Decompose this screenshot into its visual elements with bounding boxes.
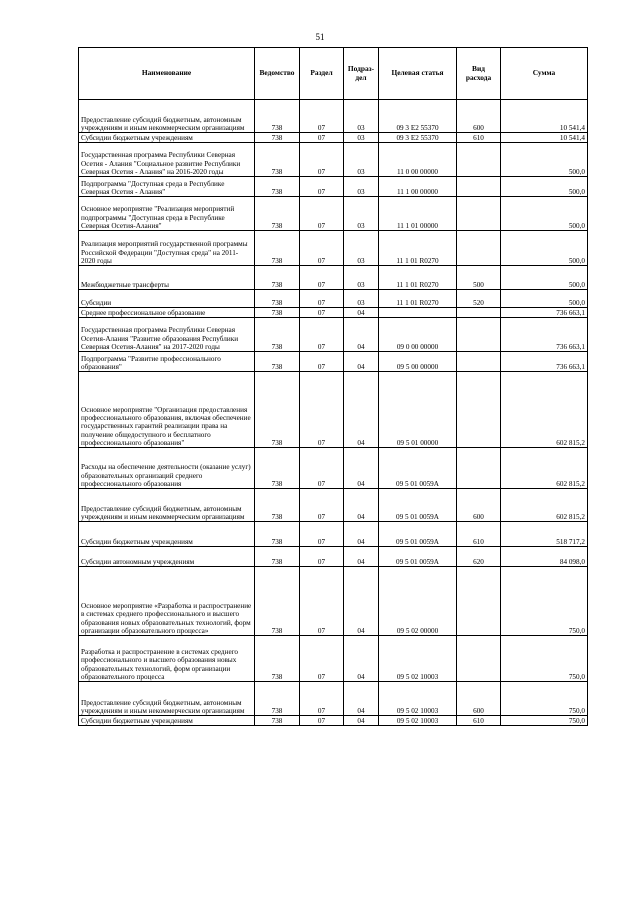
cell-section: 07 bbox=[300, 290, 344, 308]
cell-section: 07 bbox=[300, 266, 344, 290]
table-row bbox=[79, 522, 588, 547]
cell-amount: 602 815,2 bbox=[501, 489, 588, 522]
header-section: Раздел bbox=[300, 48, 344, 100]
table-row bbox=[79, 308, 588, 318]
cell-dept: 738 bbox=[255, 372, 300, 448]
cell-expense-type bbox=[457, 636, 501, 682]
cell-subsection: 03 bbox=[344, 177, 379, 197]
cell-name: Основное мероприятие "Организация предоставления профессионального образования, включая обеспечение государственных гарантий реализации права на получение общедоступного и бесплатного профессионального образования" bbox=[79, 372, 255, 448]
cell-dept: 738 bbox=[255, 448, 300, 489]
cell-target: 09 5 01 0059A bbox=[379, 522, 457, 547]
cell-expense-type: 610 bbox=[457, 522, 501, 547]
cell-target: 11 0 00 00000 bbox=[379, 143, 457, 177]
cell-target: 09 5 00 00000 bbox=[379, 352, 457, 372]
table-row bbox=[79, 682, 588, 716]
header-subsection: Подраз-дел bbox=[344, 48, 379, 100]
cell-amount: 84 098,0 bbox=[501, 547, 588, 567]
cell-subsection: 04 bbox=[344, 448, 379, 489]
cell-name: Среднее профессиональное образование bbox=[79, 308, 255, 318]
cell-section: 07 bbox=[300, 133, 344, 143]
cell-target: 09 5 01 0059A bbox=[379, 489, 457, 522]
cell-amount: 500,0 bbox=[501, 143, 588, 177]
budget-table bbox=[78, 47, 588, 726]
table-row bbox=[79, 547, 588, 567]
cell-expense-type bbox=[457, 372, 501, 448]
header-amount: Сумма bbox=[501, 48, 588, 100]
cell-amount: 500,0 bbox=[501, 231, 588, 266]
cell-name: Межбюджетные трансферты bbox=[79, 266, 255, 290]
cell-section: 07 bbox=[300, 143, 344, 177]
cell-target: 11 1 01 00000 bbox=[379, 197, 457, 231]
cell-section: 07 bbox=[300, 489, 344, 522]
cell-target: 09 5 02 10003 bbox=[379, 716, 457, 726]
cell-dept: 738 bbox=[255, 682, 300, 716]
cell-subsection: 04 bbox=[344, 682, 379, 716]
cell-name: Разработка и распространение в системах среднего профессионального и высшего образования новых образовательных технологий, форм организации образовательного процесса bbox=[79, 636, 255, 682]
table-row bbox=[79, 372, 588, 448]
cell-section: 07 bbox=[300, 308, 344, 318]
cell-amount: 10 541,4 bbox=[501, 133, 588, 143]
table-row bbox=[79, 318, 588, 352]
cell-dept: 738 bbox=[255, 133, 300, 143]
cell-subsection: 04 bbox=[344, 372, 379, 448]
cell-name: Субсидии бюджетным учреждениям bbox=[79, 522, 255, 547]
table-row bbox=[79, 636, 588, 682]
cell-dept: 738 bbox=[255, 143, 300, 177]
table-row bbox=[79, 133, 588, 143]
cell-expense-type bbox=[457, 231, 501, 266]
cell-dept: 738 bbox=[255, 567, 300, 636]
cell-amount: 736 663,1 bbox=[501, 308, 588, 318]
cell-subsection: 03 bbox=[344, 100, 379, 133]
cell-target bbox=[379, 308, 457, 318]
cell-dept: 738 bbox=[255, 266, 300, 290]
cell-section: 07 bbox=[300, 352, 344, 372]
cell-dept: 738 bbox=[255, 318, 300, 352]
table-row bbox=[79, 448, 588, 489]
cell-amount: 500,0 bbox=[501, 197, 588, 231]
cell-amount: 750,0 bbox=[501, 682, 588, 716]
cell-amount: 736 663,1 bbox=[501, 352, 588, 372]
cell-section: 07 bbox=[300, 567, 344, 636]
page-number: 51 bbox=[315, 32, 325, 42]
table-row bbox=[79, 567, 588, 636]
cell-name: Расходы на обеспечение деятельности (оказание услуг) образовательных организаций среднего профессионального образования bbox=[79, 448, 255, 489]
table-row bbox=[79, 489, 588, 522]
cell-subsection: 04 bbox=[344, 308, 379, 318]
table-row bbox=[79, 231, 588, 266]
cell-amount: 602 815,2 bbox=[501, 448, 588, 489]
cell-name: Реализация мероприятий государственной программы Российской Федерации "Доступная среда" на 2011-2020 годы bbox=[79, 231, 255, 266]
cell-name: Основное мероприятие "Реализация мероприятий подпрограммы "Доступная среда в Республике Северная Осетия-Алания" bbox=[79, 197, 255, 231]
cell-subsection: 04 bbox=[344, 567, 379, 636]
cell-subsection: 03 bbox=[344, 290, 379, 308]
cell-amount: 750,0 bbox=[501, 716, 588, 726]
cell-amount: 736 663,1 bbox=[501, 318, 588, 352]
cell-target: 09 5 02 10003 bbox=[379, 636, 457, 682]
cell-name: Государственная программа Республики Северная Осетия-Алания "Развитие образования Республики Северная Осетия-Алания" на 2017-2020 годы bbox=[79, 318, 255, 352]
cell-subsection: 04 bbox=[344, 318, 379, 352]
cell-expense-type: 600 bbox=[457, 489, 501, 522]
cell-dept: 738 bbox=[255, 290, 300, 308]
cell-amount: 750,0 bbox=[501, 636, 588, 682]
cell-expense-type: 610 bbox=[457, 716, 501, 726]
cell-section: 07 bbox=[300, 372, 344, 448]
cell-subsection: 04 bbox=[344, 547, 379, 567]
cell-dept: 738 bbox=[255, 636, 300, 682]
cell-target: 09 5 01 00000 bbox=[379, 372, 457, 448]
cell-dept: 738 bbox=[255, 547, 300, 567]
cell-name: Предоставление субсидий бюджетным, автономным учреждениям и иным некоммерческим организациям bbox=[79, 682, 255, 716]
cell-subsection: 03 bbox=[344, 266, 379, 290]
cell-section: 07 bbox=[300, 100, 344, 133]
cell-name: Подпрограмма "Доступная среда в Республике Северная Осетия - Алания" bbox=[79, 177, 255, 197]
cell-section: 07 bbox=[300, 231, 344, 266]
table-header-row bbox=[79, 48, 588, 100]
header-target: Целевая статья bbox=[379, 48, 457, 100]
cell-expense-type bbox=[457, 448, 501, 489]
table-row bbox=[79, 266, 588, 290]
cell-name: Субсидии bbox=[79, 290, 255, 308]
cell-expense-type bbox=[457, 177, 501, 197]
cell-expense-type: 610 bbox=[457, 133, 501, 143]
cell-section: 07 bbox=[300, 177, 344, 197]
table-row bbox=[79, 716, 588, 726]
cell-expense-type bbox=[457, 318, 501, 352]
cell-dept: 738 bbox=[255, 231, 300, 266]
cell-target: 09 5 01 0059A bbox=[379, 448, 457, 489]
cell-dept: 738 bbox=[255, 308, 300, 318]
cell-section: 07 bbox=[300, 448, 344, 489]
cell-name: Субсидии бюджетным учреждениям bbox=[79, 716, 255, 726]
cell-name: Основное мероприятие «Разработка и распространение в системах среднего профессионального и высшего образования новых образовательных технологий, форм организации образовательного процесса» bbox=[79, 567, 255, 636]
cell-dept: 738 bbox=[255, 100, 300, 133]
cell-subsection: 04 bbox=[344, 352, 379, 372]
cell-expense-type: 500 bbox=[457, 266, 501, 290]
cell-target: 09 5 02 00000 bbox=[379, 567, 457, 636]
cell-section: 07 bbox=[300, 522, 344, 547]
cell-section: 07 bbox=[300, 547, 344, 567]
cell-section: 07 bbox=[300, 318, 344, 352]
cell-amount: 750,0 bbox=[501, 567, 588, 636]
cell-name: Государственная программа Республики Северная Осетия - Алания "Социальное развитие Республики Северная Осетия - Алания" на 2016-2020 годы bbox=[79, 143, 255, 177]
cell-target: 09 0 00 00000 bbox=[379, 318, 457, 352]
cell-expense-type: 600 bbox=[457, 682, 501, 716]
cell-expense-type: 600 bbox=[457, 100, 501, 133]
cell-amount: 500,0 bbox=[501, 290, 588, 308]
cell-target: 09 3 E2 55370 bbox=[379, 133, 457, 143]
cell-dept: 738 bbox=[255, 522, 300, 547]
cell-name: Субсидии автономным учреждениям bbox=[79, 547, 255, 567]
cell-target: 11 1 00 00000 bbox=[379, 177, 457, 197]
cell-dept: 738 bbox=[255, 177, 300, 197]
header-name: Наименование bbox=[79, 48, 255, 100]
cell-target: 09 3 E2 55370 bbox=[379, 100, 457, 133]
cell-expense-type bbox=[457, 308, 501, 318]
cell-subsection: 03 bbox=[344, 231, 379, 266]
table-row bbox=[79, 100, 588, 133]
cell-subsection: 04 bbox=[344, 489, 379, 522]
cell-subsection: 04 bbox=[344, 716, 379, 726]
cell-name: Подпрограмма "Развитие профессионального образования" bbox=[79, 352, 255, 372]
cell-name: Предоставление субсидий бюджетным, автономным учреждениям и иным некоммерческим организациям bbox=[79, 489, 255, 522]
header-expense-type: Вид расхода bbox=[457, 48, 501, 100]
cell-target: 11 1 01 R0270 bbox=[379, 290, 457, 308]
cell-dept: 738 bbox=[255, 716, 300, 726]
cell-expense-type bbox=[457, 197, 501, 231]
cell-subsection: 03 bbox=[344, 133, 379, 143]
cell-dept: 738 bbox=[255, 489, 300, 522]
cell-dept: 738 bbox=[255, 197, 300, 231]
cell-amount: 518 717,2 bbox=[501, 522, 588, 547]
cell-section: 07 bbox=[300, 636, 344, 682]
cell-target: 11 1 01 R0270 bbox=[379, 266, 457, 290]
cell-subsection: 04 bbox=[344, 636, 379, 682]
header-dept: Ведомство bbox=[255, 48, 300, 100]
table-row bbox=[79, 143, 588, 177]
table-row bbox=[79, 352, 588, 372]
cell-target: 11 1 01 R0270 bbox=[379, 231, 457, 266]
cell-dept: 738 bbox=[255, 352, 300, 372]
cell-expense-type bbox=[457, 352, 501, 372]
cell-amount: 10 541,4 bbox=[501, 100, 588, 133]
cell-expense-type bbox=[457, 143, 501, 177]
table-row bbox=[79, 177, 588, 197]
cell-subsection: 03 bbox=[344, 197, 379, 231]
cell-name: Субсидии бюджетным учреждениям bbox=[79, 133, 255, 143]
cell-expense-type: 520 bbox=[457, 290, 501, 308]
cell-section: 07 bbox=[300, 197, 344, 231]
cell-subsection: 04 bbox=[344, 522, 379, 547]
cell-expense-type: 620 bbox=[457, 547, 501, 567]
table-row bbox=[79, 290, 588, 308]
cell-section: 07 bbox=[300, 716, 344, 726]
cell-target: 09 5 01 0059A bbox=[379, 547, 457, 567]
cell-section: 07 bbox=[300, 682, 344, 716]
cell-subsection: 03 bbox=[344, 143, 379, 177]
table-row bbox=[79, 197, 588, 231]
cell-target: 09 5 02 10003 bbox=[379, 682, 457, 716]
cell-amount: 602 815,2 bbox=[501, 372, 588, 448]
cell-amount: 500,0 bbox=[501, 266, 588, 290]
cell-amount: 500,0 bbox=[501, 177, 588, 197]
cell-expense-type bbox=[457, 567, 501, 636]
cell-name: Предоставление субсидий бюджетным, автономным учреждениям и иным некоммерческим организациям bbox=[79, 100, 255, 133]
